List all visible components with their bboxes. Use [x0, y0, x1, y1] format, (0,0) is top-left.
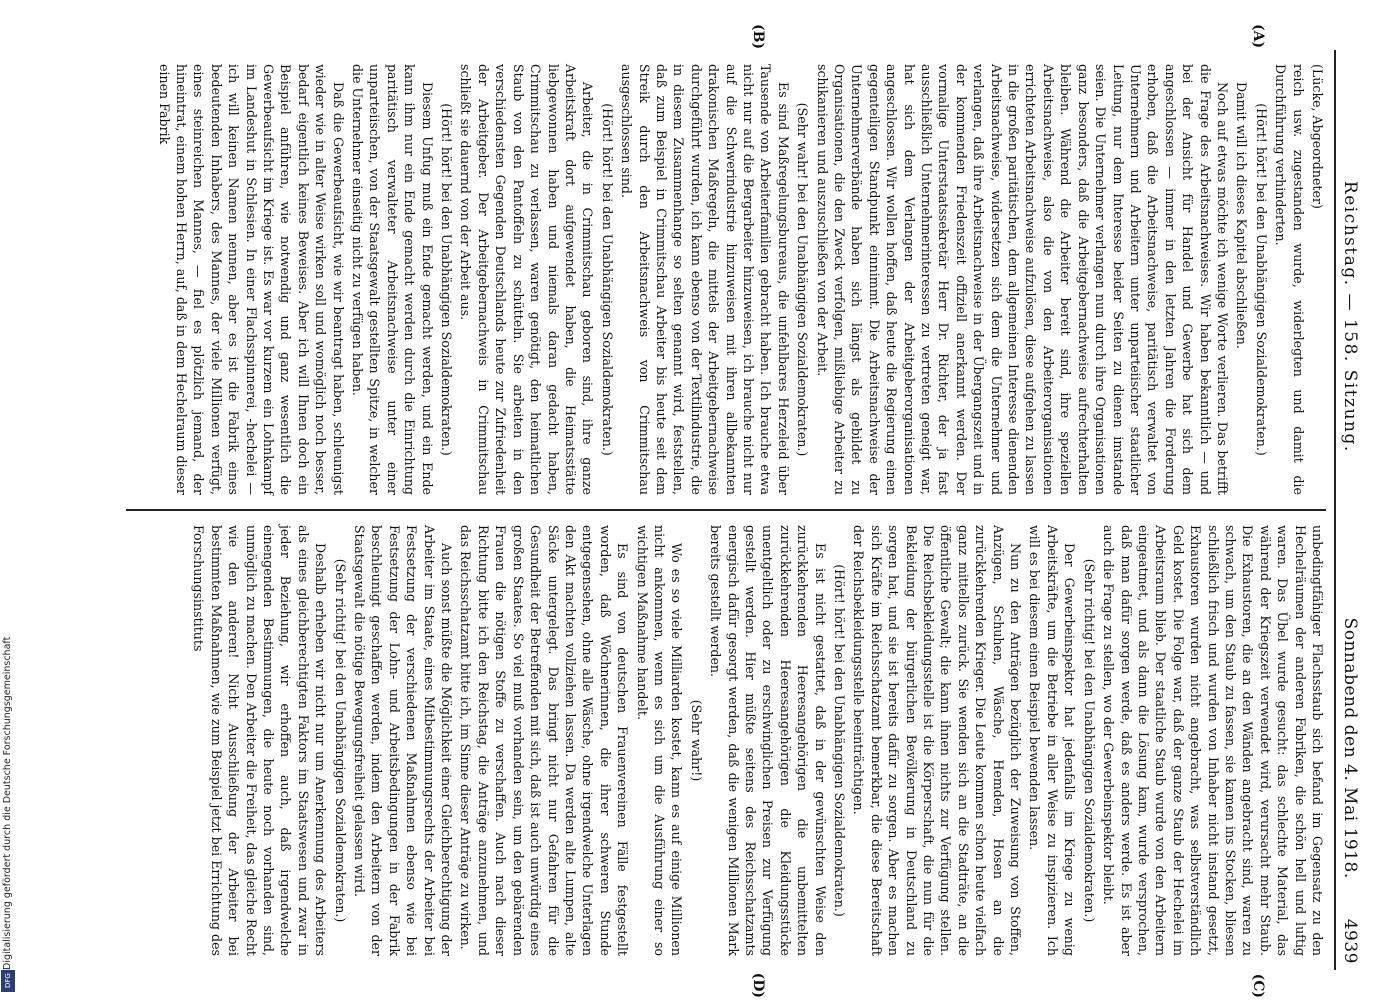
margin-marker-c: (C) [1250, 973, 1266, 998]
interjection: (Hört! hört! bei den Unabhängigen Sozialdemokraten.) [832, 564, 848, 917]
digitization-credit [2, 590, 14, 970]
interjection: (Sehr richtig! bei den Unabhängigen Sozialdemokraten.) [1081, 558, 1097, 923]
left-column [126, 50, 1326, 511]
paragraph: Wo es so viele Milliarden kostet, kann es auf einige Millionen nicht ankommen, wenn es sich um die Ausführung einer so wichtigen Maßnahme handelt. [634, 525, 685, 956]
paragraph: (Lücke, Abgeordneter) [1310, 64, 1325, 209]
text-columns [126, 24, 1326, 998]
paragraph: Deshalb erheben wir nicht nur um Anerkennung des Arbeiters als eines gleichberechtigten Faktors im Staatswesen und zwar in jeder Beziehung, wir erhoffen auch, daß irgendwelche einengenden Bestimmungen, die heute noch vorhanden sind, unmöglich zu machen. Den Arbeiter die Freiheit, das gleiche Recht wie den anderen! Nicht Ausschließung der Arbeiter bei bestimmten Maßnahmen, wie zum Beispiel jetzt bei Errichtung des Forschungsinstituts [191, 525, 329, 956]
paragraph: Arbeiter, die in Crimmitschau geboren sind, ihre ganze Arbeitskraft dort aufgewendet haben, die Heimatsstätte liebgewonnen haben und niemals daran gedacht haben, Crimmitschau zu verlassen, waren genötigt, den heimatlichen Staub von den Pantoffeln zu schütteln. Sie arbeiten in den verschiedensten Gegenden Deutschlands heute zur Zufriedenheit der Arbeitgeber. Der Arbeitgebernachweis in Crimmitschau schließt sie dauernd von der Arbeit aus. [458, 64, 596, 495]
paragraph: Noch auf etwas möchte ich wenige Worte verlieren. Das betrifft die Frage des Arbeitsnachweises. Wir haben bekanntlich — und bei der Ansicht für Handel und Gewerbe hat sich dem angeschlossen — immer in den letzten Jahren die Forderung erhoben, daß die Arbeitsnachweise, paritätisch verwaltet von Unternehmern und Arbeitern unter unparteiischer staatlicher Leitung, nur dem Interesse beider Seiten zu dienen imstande seien. Die Unternehmer verlangen nun durch ihre Organisationen ganz besonders, daß die Arbeitgebernachweise aufrechterhalten bleiben. Während die Arbeiter bereit sind, ihre speziellen Arbeitsnachweise, also die von den Arbeiterorganisationen errichteten Arbeitsnachweise aufzulösen, diese aufgehen zu lassen in die großen paritätischen, dem allgemeinen Interesse dienenden Arbeitsnachweise, widersetzen sich dem die Unternehmer und verlangen, daß ihre Arbeitsnachweise in der Übergangszeit und in der kommenden Friedenszeit offiziell anerkannt werden. Der vormalige Unterstaatssekretär Herr Dr. Richter, der ja fast ausschließlich Unternehmerinteressen zu vertreten geneigt war, hat sich dem Verlangen der Arbeitgeberorganisationen angeschlossen. Wir wollen hoffen, daß heute die Regierung einen gegenteiligen Standpunkt einnimmt. Die Arbeitsnachweise der Unternehmerverbände haben sich längst als gebildet zu Organisationen, die den Zweck verfolgen, mißliebige Arbeiter zu schikanieren und auszuschließen von der Arbeit. [814, 64, 1230, 495]
paragraph: Nun zu den Anträgen bezüglich der Zuweisung von Stoffen, Anzügen, Schuhen, Wäsche, Hemden, Hosen an die zurückkehrenden Krieger. Die Leute kommen schon heute vielfach ganz mittellos zurück. Sie wenden sich an die Stadträte, an die öffentliche Gewalt; die kann ihnen nichts zur Verfügung stellen. Die Reichsbekleidungsstelle ist die Körperschaft, die nun für die Bekleidung der bürgerlichen Bevölkerung in Deutschland zu sorgen hat, und sie ist bereits dafür zu sorgen. Aber es machen sich Kräfte im Reichsschatzamt bemerkbar, die diese Bereitschaft der Reichsbekleidungsstelle beeinträchtigen. [851, 525, 1024, 956]
dfg-logo [1, 970, 15, 992]
interjection: (Sehr wahr! bei den Unabhängigen Sozialdemokraten.) [795, 102, 811, 457]
paragraph: unbedingtfähiger Flachsstaub sich befand im Gegensatz zu den Hechelräumen der anderen Fabriken, die schön hell und luftig waren. Das Übel wurde gesucht: das schlechte Material, das während der Kriegszeit verwendet wird, verursacht mehr Staub. Die Exhaustoren, die an den Wänden angebracht sind, waren zu schwach, um den Staub zu fassen, sie kamen ins Stocken, bliesen schließlich frisch und wurden von Inhaber nicht instand gesetzt, Exhaustoren wurden nicht angebracht, was selbstverständlich Geld kostet. Die Folge war, daß der ganze Staub der Hechelei im Arbeitsraum blieb. Der staatliche Staub wurde von den Arbeitern eingeatmet, und als dann die Lösung kam, wurde versprochen, daß man dafür sorgen werde, daß es anders werde. Es ist aber auch die Frage zu stellen, wo der Gewerbeinspektor bleibt. [1101, 525, 1325, 956]
paragraph: Damit will ich dieses Kapitel abschließen. [1234, 82, 1250, 349]
interjection: (Hört! hört! bei den Unabhängigen Sozialdemokraten.) [439, 103, 455, 456]
paragraph: Es sind Maßregelungsbureaus, die unfehlbares Herzeleid über Tausende von Arbeiterfamilien gebracht haben. Ich brauche etwa nicht nur auf die Bergarbeiter hinzuweisen, ich brauche nicht nur auf die Schwerindustrie hinzuweisen mit ihren allbekannten drakonischen Maßregeln, die mittels der Arbeitgebernachweise durchgeführt wurden, ich kann ebenso von der Textilindustrie, die in diesem Zusammenhange so selten genannt wird, feststellen, daß zum Beispiel in Crimmitschau Arbeiter bis heute seit dem Streik durch den Arbeitsnachweis von Crimmitschau ausgeschlossen sind. [619, 64, 791, 495]
margin-marker-d: (D) [750, 972, 766, 998]
digitization-credit-text: Digitalisierung gefördert durch die Deutsche Forschungsgemeinschaft [2, 636, 13, 970]
paragraph: Es ist nicht gestattet, daß in der gewünschten Weise den zurückkehrenden Heeresangehörigen die unbemittelten zurückkehrenden Heeresangehörigen die Kleidungsstücke unentgeltlich oder zu erschwinglichen Preisen zur Verfügung gestellt werden. Hier müßte seitens des Reichsschatzamts energisch dafür gesorgt werden, daß die wenigen Millionen Mark bereits gestellt werden. [708, 525, 828, 956]
header-title: Reichstag. — 158. Sitzung. [1340, 180, 1360, 453]
paragraph: Auch sonst müßte die Möglichkeit einer Gleichberechtigung der Arbeiter im Staate, eines Mitbestimmungsrechts der Arbeiter bei Festsetzung der verschiedenen Maßnahmen ebenso wie bei Festsetzung der Lohn- und Arbeitsbedingungen in der Fabrik beschleunigt geschaffen werden, indem den Arbeitern von der Staatsgewalt die nötige Bewegungsfreiheit gelassen wird. [352, 525, 455, 956]
paragraph: Diesem Unfug muß ein Ende gemacht werden, und ein Ende kann ihm nur ein Ende gemacht werden durch die Einrichtung paritätisch verwalteter Arbeitsnachweise unter einer unparteiischen, von der Staatsgewalt gestellten Spitze, in welcher die Unternehmer einseitig nicht zu verfügen haben. [350, 64, 435, 495]
paragraph: reich usw. zugestanden wurde, widerlegten und damit die Durchführung verhinderten. [1273, 64, 1306, 495]
interjection: (Sehr richtig! bei den Unabhängigen Sozialdemokraten.) [332, 558, 348, 923]
interjection: (Sehr wahr!) [688, 699, 704, 782]
interjection: (Hört! hört! bei den Unabhängigen Sozialdemokraten.) [1253, 103, 1269, 456]
page-header [1334, 50, 1360, 970]
header-date: Sonnabend den 4. Mai 1918. [1340, 617, 1360, 879]
dfg-logo-text: DFG [4, 973, 12, 989]
paragraph: Der Gewerbeinspektor hat jedenfalls im Kriege zu wenig Arbeitskräfte, um die Betriebe in aller Weise zu inspizieren. Ich will es bei diesem einen Beispiel bewenden lassen. [1027, 525, 1078, 956]
interjection: (Hört! hört! bei den Unabhängigen Sozialdemokraten.) [599, 103, 615, 456]
right-column [126, 511, 1326, 970]
paragraph: Daß die Gewerbeaufsicht, wie wir beantragt haben, schleunigst wieder wie in alter Weise wirken soll und womöglich noch besser, bedarf eigentlich keines Beweises. Aber ich will Ihnen doch ein Beispiel anführen, wie notwendig und ganz wesentlich die Gewerbeaufsicht im Kriege ist. Es war vor kurzem ein Lohnkampf im Landeshut in Schlesien. In einer Flachsspinnerei, -hechelei — ich will keinen Namen nennen, aber es ist die Fabrik eines bedeutenden Inhabers, des Mannes, der viele Millionen verfügt, eines steinreichen Mannes, — fiel es plötzlich jemand, der hineintrat, einem hohen Herrn, auf, daß in dem Hechelraum dieser einen Fabrik [156, 64, 346, 495]
newspaper-page [100, 24, 1360, 998]
margin-marker-b: (B) [750, 24, 766, 50]
page-number: 4939 [1340, 918, 1360, 964]
margin-marker-a: (A) [1250, 24, 1266, 49]
paragraph: Es sind von deutschen Frauenvereinen Fälle festgestellt worden, daß Wöchnerinnen, die ihrer schweren Stunde entgegensehen, ohne alle Wäsche, ohne irgendwelche Unterlagen den Akt machten vollziehen lassen. Da werden alte Lumpen, alte Säcke untergelegt. Das bringt nicht nur Gefahren für die Gesundheit der Betreffenden mit sich, daß ist auch unwürdig eines großen Staates. So viel muß vorhanden sein, um den gebärenden Frauen die nötigen Stoffe zu verschaffen. Auch nach dieser Richtung bitte ich den Reichstag, die Anträge anzunehmen, und das Reichsschatzamt bitte ich, im Sinne dieser Anträge zu wirken. [458, 525, 631, 956]
